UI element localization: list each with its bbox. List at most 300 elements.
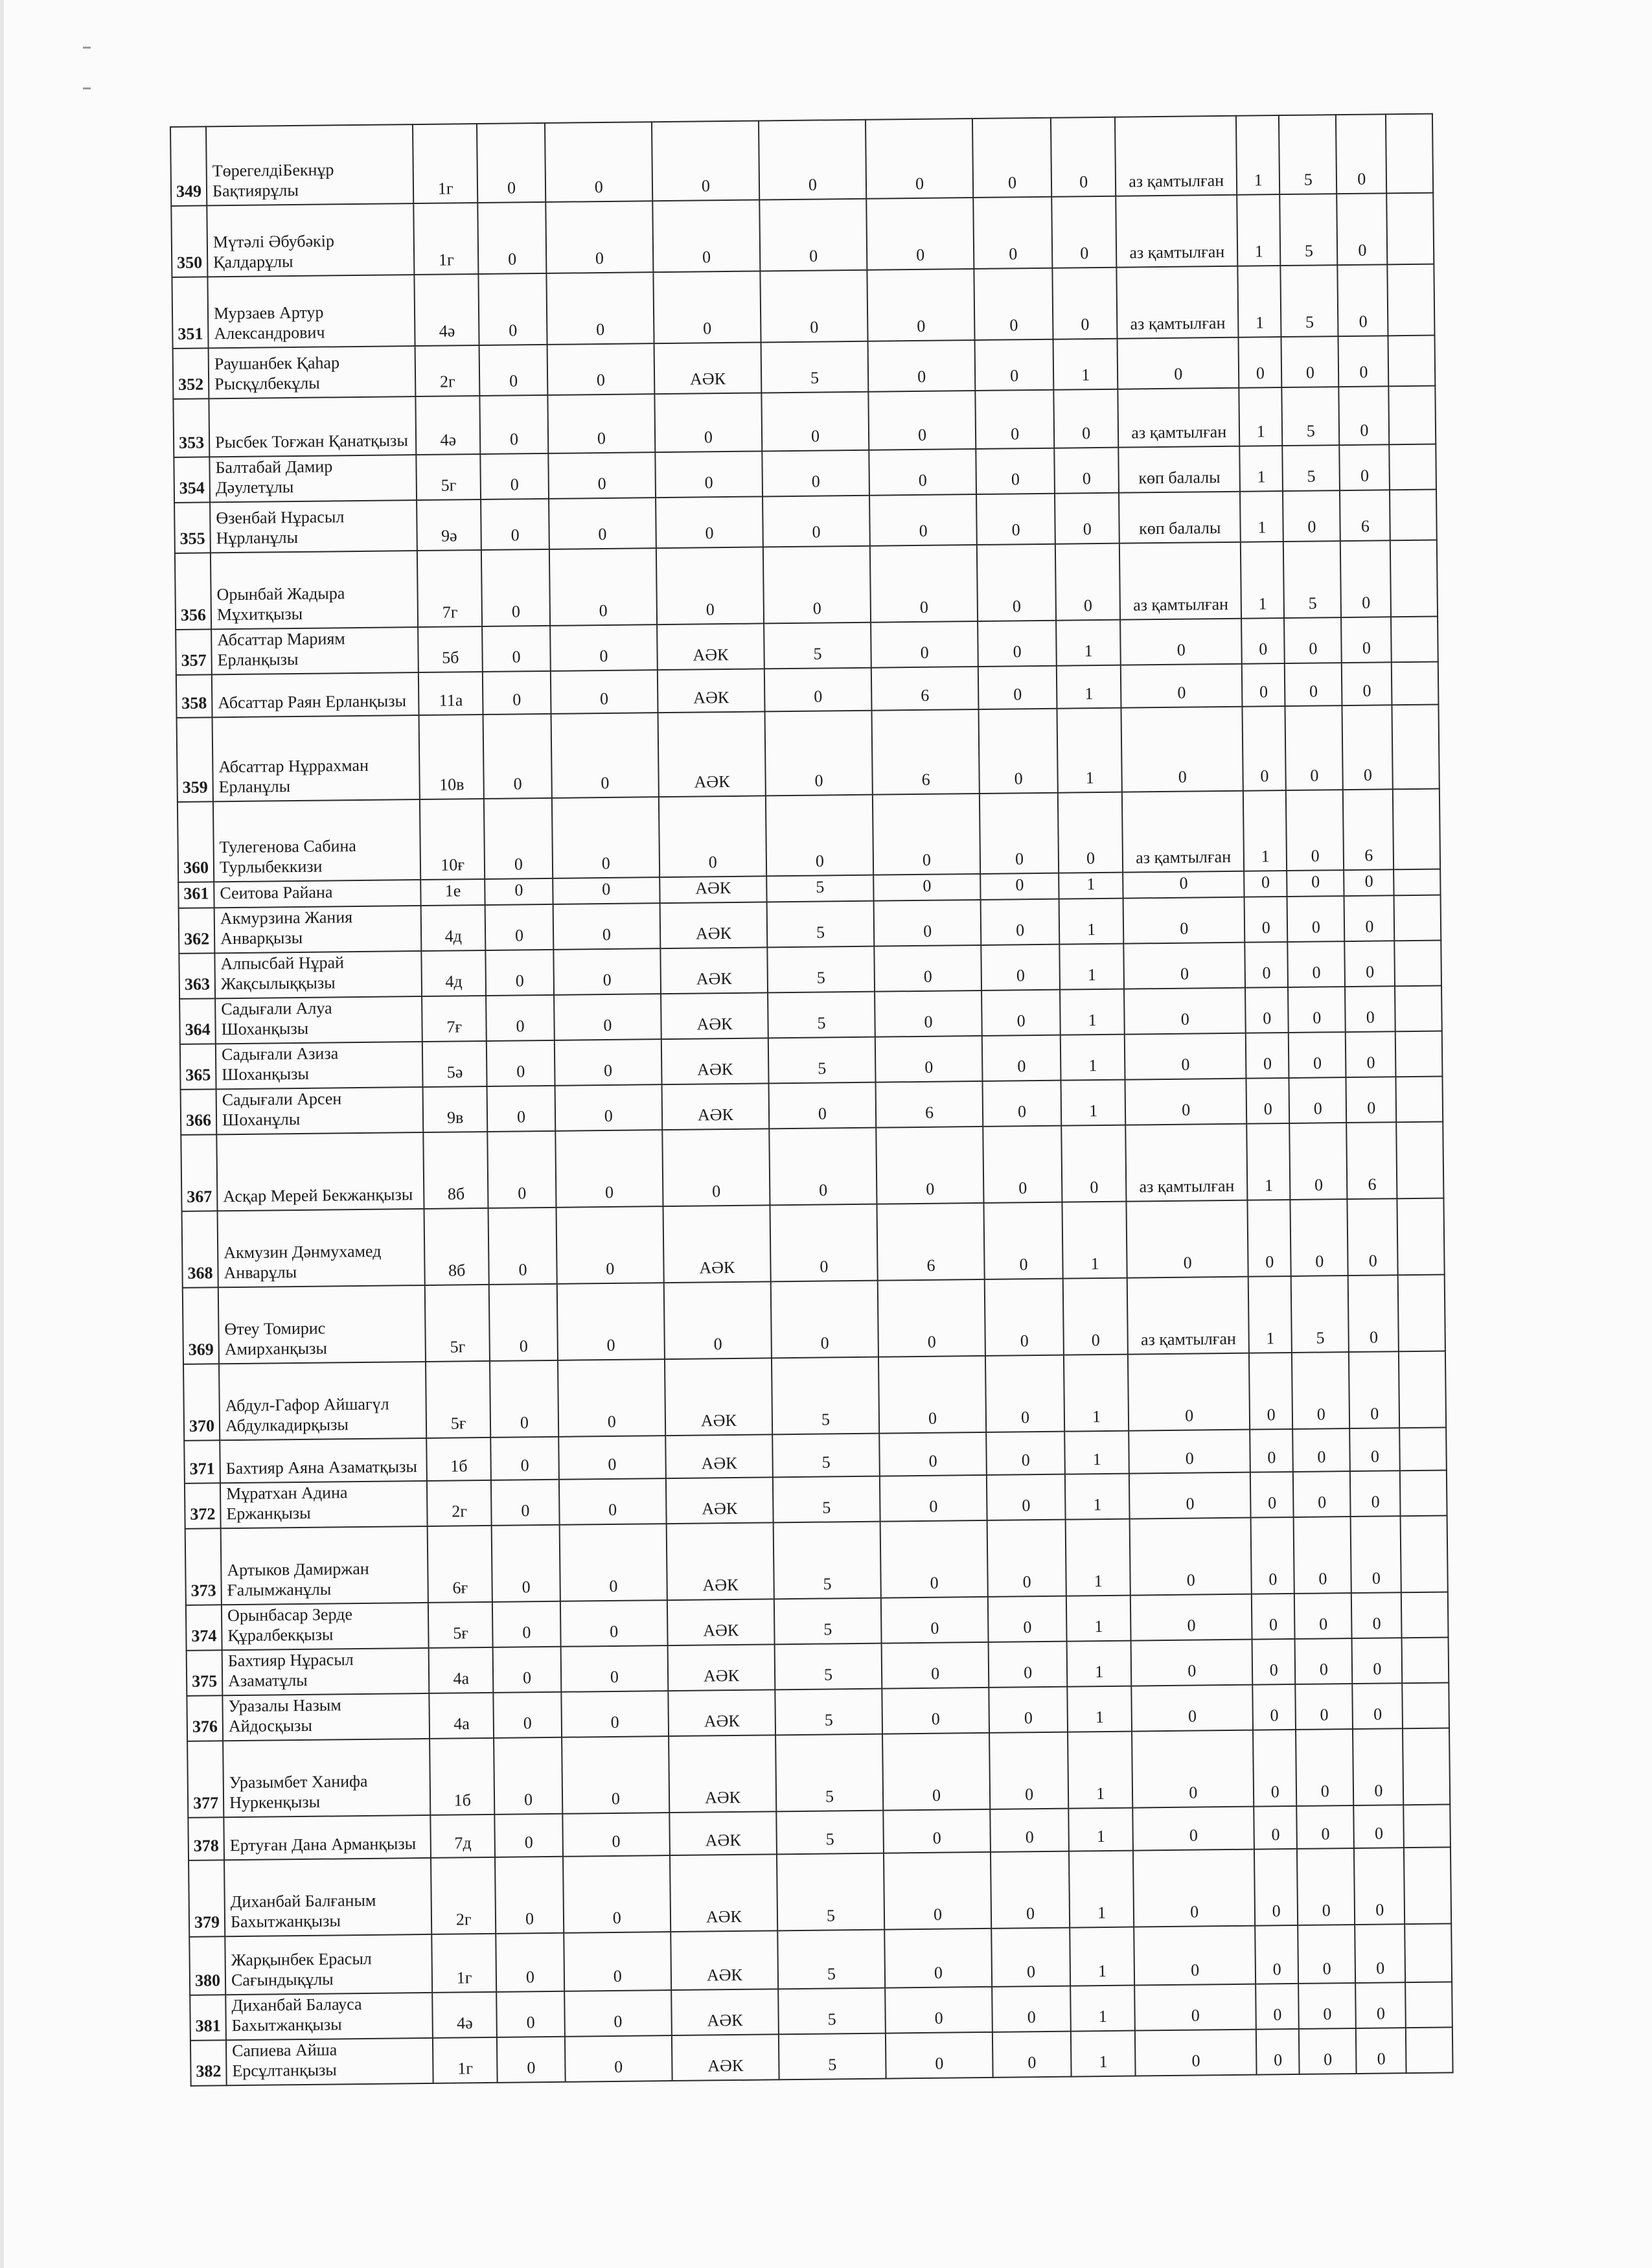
row-number: 373 — [185, 1528, 222, 1605]
col-5: 0 — [878, 1279, 985, 1357]
col-8: 0 — [1248, 1200, 1291, 1277]
col-3: АӘК — [661, 1038, 769, 1084]
row-number: 359 — [177, 717, 213, 802]
col-1: 0 — [492, 1525, 560, 1602]
col-4: 5 — [774, 1598, 882, 1645]
col-6: 0 — [979, 709, 1058, 794]
col-7: 1 — [1057, 665, 1121, 709]
row-number: 375 — [187, 1650, 223, 1696]
col-9: 0 — [1299, 2028, 1357, 2074]
student-name: Өтеу Томирис Амирханқызы — [218, 1285, 426, 1364]
status: аз қамтылған — [1125, 1124, 1247, 1202]
col-8: 0 — [1243, 706, 1286, 791]
col-9: 0 — [1298, 1925, 1355, 1984]
col-6: 0 — [978, 621, 1057, 667]
col-4: 0 — [759, 120, 866, 200]
col-4: 5 — [772, 1434, 880, 1478]
col-7: 1 — [1062, 1202, 1127, 1279]
col-10: 0 — [1346, 1077, 1397, 1123]
student-name: Уразалы Назым Айдосқызы — [222, 1693, 430, 1741]
student-name: Диханбай Балауса Бахытжанқызы — [225, 1993, 433, 2040]
row-number: 356 — [175, 553, 211, 630]
col-3: АӘК — [658, 711, 765, 797]
col-7: 1 — [1061, 1080, 1126, 1126]
col-7: 1 — [1064, 1431, 1129, 1474]
status: 0 — [1125, 1079, 1247, 1125]
col-2: 0 — [558, 1436, 666, 1480]
col-empty — [1395, 986, 1441, 1032]
col-7: 1 — [1065, 1474, 1130, 1520]
row-number: 374 — [186, 1605, 222, 1651]
col-8: 0 — [1249, 1353, 1292, 1430]
row-number: 380 — [189, 1936, 225, 1995]
col-4: 0 — [761, 392, 869, 452]
student-name: Абсаттар Раян Ерланқызы — [212, 672, 419, 717]
student-name: Абдул-Гафор Айшагүл Абдулкадирқызы — [219, 1362, 426, 1440]
row-number: 349 — [170, 126, 207, 206]
col-9: 5 — [1283, 445, 1340, 491]
status: 0 — [1130, 1518, 1252, 1596]
class: 4д — [421, 905, 486, 951]
table-row — [181, 1122, 1443, 1211]
class: 1г — [413, 124, 477, 203]
col-8: 0 — [1239, 337, 1282, 388]
col-10: 0 — [1345, 986, 1395, 1032]
student-name: Балтабай Дамир Дәулетұлы — [209, 455, 417, 502]
col-empty — [1403, 1728, 1450, 1805]
col-1: 0 — [494, 1692, 562, 1738]
col-1: 0 — [483, 671, 551, 715]
col-2: 0 — [560, 1645, 668, 1692]
col-9: 0 — [1283, 490, 1340, 542]
col-2: 0 — [556, 1206, 663, 1284]
col-4: 0 — [760, 270, 867, 343]
col-1: 0 — [479, 345, 547, 396]
col-5: 0 — [870, 545, 978, 623]
row-number: 361 — [178, 882, 214, 908]
col-4: 0 — [763, 496, 870, 547]
student-name: Диханбай Балғаным Бахытжанқызы — [224, 1858, 431, 1936]
col-9: 0 — [1291, 1199, 1348, 1276]
col-empty — [1397, 1122, 1444, 1199]
col-5: 6 — [872, 709, 980, 795]
col-empty — [1394, 895, 1441, 941]
class: 1е — [420, 879, 485, 906]
col-empty — [1390, 444, 1436, 490]
col-empty — [1387, 193, 1434, 265]
col-10: 0 — [1356, 2028, 1406, 2074]
class: 4ә — [415, 274, 479, 346]
col-2: 0 — [561, 1691, 669, 1737]
student-name: Уразымбет Ханифа Нуркенқызы — [223, 1739, 430, 1817]
col-5: 0 — [882, 1688, 989, 1734]
col-1: 0 — [496, 1991, 564, 2037]
col-1: 0 — [490, 1437, 558, 1480]
col-empty — [1400, 1470, 1447, 1516]
col-9: 0 — [1296, 1729, 1353, 1806]
table-row — [189, 1847, 1451, 1936]
status: 0 — [1129, 1472, 1251, 1519]
class: 1б — [426, 1438, 491, 1481]
status: көп балалы — [1118, 446, 1240, 493]
col-6: 0 — [973, 197, 1052, 269]
col-3: 0 — [664, 1281, 772, 1359]
col-10: 0 — [1351, 1592, 1402, 1638]
row-number: 362 — [179, 908, 215, 954]
col-7: 0 — [1058, 792, 1123, 873]
table-row — [182, 1198, 1445, 1287]
table-row — [178, 789, 1440, 882]
status: 0 — [1123, 871, 1245, 899]
col-3: АӘК — [660, 876, 766, 903]
col-5: 0 — [866, 119, 973, 199]
col-9: 5 — [1279, 115, 1337, 194]
col-8: 1 — [1241, 542, 1284, 619]
col-10: 0 — [1344, 895, 1395, 941]
col-2: 0 — [553, 948, 661, 995]
class: 9в — [423, 1086, 488, 1132]
col-7: 1 — [1059, 944, 1124, 990]
col-6: 0 — [976, 448, 1055, 494]
col-6: 0 — [991, 1928, 1070, 1987]
col-6: 0 — [984, 1202, 1063, 1279]
col-2: 0 — [552, 797, 660, 878]
col-9: 0 — [1290, 1123, 1348, 1200]
col-9: 0 — [1288, 987, 1346, 1033]
col-2: 0 — [546, 272, 654, 345]
col-2: 0 — [547, 394, 655, 453]
row-number: 357 — [176, 629, 212, 675]
col-3: 0 — [655, 451, 763, 498]
col-6: 0 — [982, 1035, 1061, 1081]
col-7: 1 — [1059, 873, 1123, 899]
col-3: 0 — [654, 393, 762, 452]
col-10: 0 — [1346, 1031, 1396, 1077]
scan-marks — [83, 47, 96, 163]
col-8: 1 — [1240, 491, 1283, 542]
col-2: 0 — [560, 1600, 668, 1647]
col-9: 0 — [1285, 663, 1342, 706]
col-5: 0 — [869, 494, 977, 546]
col-9: 5 — [1281, 265, 1338, 337]
col-10: 0 — [1337, 193, 1388, 265]
col-7: 0 — [1061, 1125, 1126, 1202]
col-6: 0 — [983, 1126, 1062, 1203]
col-4: 5 — [776, 1811, 884, 1855]
col-1: 0 — [485, 904, 553, 950]
col-5: 0 — [873, 794, 980, 875]
col-5: 0 — [868, 391, 976, 450]
col-7: 1 — [1053, 339, 1118, 390]
col-9: 0 — [1292, 1352, 1349, 1429]
col-1: 0 — [486, 995, 554, 1041]
status: 0 — [1125, 1033, 1246, 1080]
row-number: 382 — [190, 2040, 227, 2086]
table-row — [185, 1515, 1448, 1605]
row-number: 377 — [187, 1741, 224, 1818]
student-name: Акмурзина Жания Анварқызы — [214, 906, 422, 953]
student-name: Орынбасар Зерде Құралбекқызы — [222, 1603, 429, 1650]
col-7: 0 — [1053, 389, 1118, 448]
col-1: 0 — [495, 1814, 563, 1857]
col-1: 0 — [495, 1857, 564, 1934]
class: 2г — [427, 1480, 492, 1526]
status: 0 — [1133, 1850, 1255, 1927]
col-2: 0 — [559, 1478, 667, 1525]
row-number: 355 — [174, 502, 211, 553]
row-number: 369 — [183, 1287, 219, 1364]
status: 0 — [1131, 1685, 1253, 1732]
col-4: 5 — [775, 1689, 882, 1735]
col-10: 0 — [1350, 1471, 1401, 1517]
col-10: 0 — [1348, 1275, 1399, 1352]
col-6: 0 — [977, 544, 1056, 621]
col-10: 6 — [1347, 1122, 1397, 1199]
col-1: 0 — [497, 2037, 565, 2083]
col-4: 0 — [763, 546, 871, 624]
row-number: 350 — [171, 205, 207, 277]
col-1: 0 — [481, 453, 549, 499]
col-7: 1 — [1069, 1851, 1134, 1928]
col-4: 0 — [764, 711, 872, 796]
col-empty — [1401, 1515, 1448, 1592]
col-2: 0 — [565, 2035, 672, 2082]
col-2: 0 — [551, 670, 658, 714]
col-8: 0 — [1246, 1078, 1290, 1124]
col-9: 0 — [1289, 1077, 1347, 1123]
status: аз қамтылған — [1118, 388, 1240, 448]
row-number: 372 — [185, 1483, 221, 1529]
col-5: 0 — [886, 2032, 993, 2079]
col-7: 1 — [1066, 1596, 1131, 1642]
col-7: 1 — [1068, 1732, 1132, 1809]
col-4: 0 — [759, 199, 867, 271]
col-6: 0 — [983, 1081, 1062, 1127]
col-4: 0 — [764, 668, 872, 712]
col-3: АӘК — [667, 1599, 775, 1645]
col-6: 0 — [990, 1809, 1069, 1852]
col-3: АӘК — [665, 1434, 773, 1478]
row-number: 378 — [188, 1817, 224, 1861]
col-9: 0 — [1281, 336, 1339, 387]
col-1: 0 — [492, 1601, 560, 1647]
class: 8б — [423, 1132, 488, 1209]
col-5: 0 — [878, 1356, 986, 1434]
col-9: 0 — [1294, 1517, 1351, 1594]
col-2: 0 — [549, 498, 656, 549]
col-4: 5 — [774, 1522, 881, 1599]
col-4: 5 — [768, 992, 875, 1038]
student-name: Рысбек Тоғжан Қанатқызы — [209, 396, 416, 457]
class: 6ғ — [428, 1526, 492, 1603]
student-name: Сапиева Айша Ерсұлтанқызы — [226, 2038, 433, 2085]
class: 4д — [422, 950, 487, 996]
col-empty — [1403, 1682, 1449, 1728]
col-1: 0 — [489, 1284, 558, 1361]
student-name: Асқар Мерей Бекжанқызы — [216, 1132, 424, 1211]
col-10: 0 — [1353, 1683, 1403, 1729]
student-name: Садығали Азиза Шоханқызы — [216, 1042, 423, 1089]
col-2: 0 — [545, 122, 652, 202]
col-9: 0 — [1287, 870, 1344, 897]
col-1: 0 — [485, 878, 553, 905]
col-empty — [1405, 1982, 1452, 2028]
student-name: Садығали Арсен Шоханұлы — [216, 1087, 424, 1134]
col-6: 0 — [981, 990, 1061, 1036]
col-8: 0 — [1254, 1806, 1298, 1850]
col-10: 0 — [1338, 336, 1389, 387]
col-5: 0 — [867, 269, 974, 341]
col-1: 0 — [479, 273, 547, 345]
col-5: 0 — [875, 1036, 983, 1082]
col-8: 1 — [1239, 387, 1283, 446]
col-10: 0 — [1355, 1924, 1405, 1983]
col-2: 0 — [548, 452, 656, 499]
status: 0 — [1124, 988, 1246, 1035]
col-10: 0 — [1349, 1351, 1399, 1428]
col-10: 0 — [1340, 540, 1391, 617]
col-4: 5 — [768, 1037, 876, 1084]
row-number: 363 — [179, 953, 215, 999]
col-3: АӘК — [666, 1477, 774, 1524]
col-6: 0 — [985, 1355, 1064, 1432]
table-row — [170, 114, 1433, 206]
class: 10ғ — [420, 799, 485, 880]
col-10: 0 — [1348, 1198, 1398, 1276]
status: аз қамтылған — [1116, 195, 1237, 268]
col-1: 0 — [484, 798, 553, 879]
col-7: 1 — [1059, 899, 1124, 945]
col-10: 0 — [1336, 114, 1386, 194]
col-4: 0 — [770, 1204, 877, 1282]
col-3: АӘК — [657, 623, 764, 670]
col-empty — [1400, 1427, 1447, 1471]
student-name: Садығали Алуа Шоханқызы — [215, 996, 422, 1044]
col-5: 0 — [879, 1432, 987, 1476]
col-9: 0 — [1288, 941, 1346, 987]
student-name: Тулегенова Сабина Турлыбеккизи — [213, 799, 420, 882]
col-6: 0 — [987, 1520, 1066, 1597]
col-3: АӘК — [666, 1522, 774, 1600]
col-2: 0 — [558, 1359, 665, 1437]
col-6: 0 — [985, 1279, 1064, 1356]
status: 0 — [1127, 1200, 1248, 1278]
col-4: 5 — [775, 1734, 883, 1812]
student-name: Орынбай Жадыра Мұхитқызы — [211, 551, 418, 629]
student-name: Акмузин Дәнмухамед Анварұлы — [218, 1209, 425, 1287]
col-3: 0 — [652, 200, 760, 272]
col-5: 0 — [881, 1597, 989, 1644]
col-10: 0 — [1342, 662, 1392, 705]
col-8: 0 — [1254, 1849, 1298, 1926]
col-8: 1 — [1236, 115, 1279, 195]
col-7: 1 — [1067, 1686, 1132, 1732]
col-1: 0 — [487, 1131, 556, 1208]
col-7: 1 — [1071, 2031, 1136, 2077]
table-row — [177, 705, 1440, 802]
col-1: 0 — [481, 549, 550, 626]
col-9: 0 — [1297, 1805, 1355, 1849]
col-1: 0 — [481, 499, 549, 550]
col-7: 1 — [1061, 1035, 1125, 1081]
class: 11а — [419, 672, 483, 715]
col-empty — [1397, 1198, 1445, 1275]
col-6: 0 — [974, 268, 1053, 340]
class: 1г — [431, 1934, 496, 1993]
row-number: 367 — [181, 1134, 217, 1211]
student-name: Бахтияр Нұрасыл Азаматұлы — [222, 1648, 430, 1695]
col-3: АӘК — [671, 1989, 779, 2035]
col-10: 0 — [1349, 1428, 1400, 1471]
col-empty — [1402, 1637, 1449, 1683]
col-7: 1 — [1067, 1641, 1132, 1687]
student-name: Мурзаев Артур Александрович — [207, 275, 415, 348]
row-number: 366 — [181, 1089, 217, 1135]
col-9: 5 — [1282, 387, 1340, 446]
col-8: 0 — [1253, 1730, 1296, 1807]
col-1: 0 — [483, 714, 552, 799]
class: 7г — [417, 550, 482, 627]
col-9: 5 — [1279, 194, 1337, 266]
col-5: 0 — [880, 1520, 988, 1598]
col-4: 5 — [767, 946, 875, 993]
col-4: 5 — [777, 1930, 885, 1989]
col-1: 0 — [496, 1933, 564, 1992]
col-3: АӘК — [668, 1690, 775, 1736]
col-6: 0 — [975, 390, 1054, 449]
col-6: 0 — [972, 118, 1051, 198]
col-3: 0 — [659, 796, 766, 877]
status: аз қамтылған — [1119, 542, 1241, 620]
col-10: 6 — [1343, 789, 1394, 870]
col-4: 5 — [778, 1988, 886, 2035]
col-1: 0 — [482, 626, 550, 672]
col-6: 0 — [992, 2032, 1072, 2078]
col-3: АӘК — [663, 1205, 770, 1283]
col-10: 0 — [1342, 705, 1393, 790]
col-3: 0 — [653, 271, 761, 343]
row-number: 351 — [172, 277, 208, 349]
col-10: 0 — [1355, 1982, 1406, 2028]
row-number: 354 — [174, 457, 210, 503]
col-5: 6 — [877, 1203, 984, 1281]
col-5: 0 — [875, 991, 982, 1037]
status: 0 — [1121, 707, 1243, 792]
col-5: 0 — [880, 1475, 987, 1522]
col-6: 0 — [989, 1732, 1068, 1809]
col-6: 0 — [978, 666, 1057, 709]
class: 2г — [431, 1857, 496, 1934]
col-7: 0 — [1055, 493, 1119, 544]
col-1: 0 — [490, 1360, 558, 1438]
col-empty — [1392, 662, 1438, 705]
row-number: 364 — [179, 998, 216, 1044]
col-3: АӘК — [670, 1854, 777, 1932]
col-8: 0 — [1245, 987, 1289, 1033]
col-7: 1 — [1060, 989, 1125, 1035]
col-9: 0 — [1294, 1593, 1352, 1639]
col-6: 0 — [981, 899, 1060, 945]
col-1: 0 — [477, 123, 545, 203]
col-8: 0 — [1244, 871, 1287, 897]
status: 0 — [1131, 1640, 1253, 1686]
class: 2г — [415, 345, 480, 396]
col-4: 0 — [771, 1281, 878, 1358]
col-8: 0 — [1252, 1639, 1296, 1685]
col-6: 0 — [991, 1851, 1070, 1929]
col-8: 0 — [1245, 897, 1288, 943]
col-2: 0 — [545, 201, 653, 273]
